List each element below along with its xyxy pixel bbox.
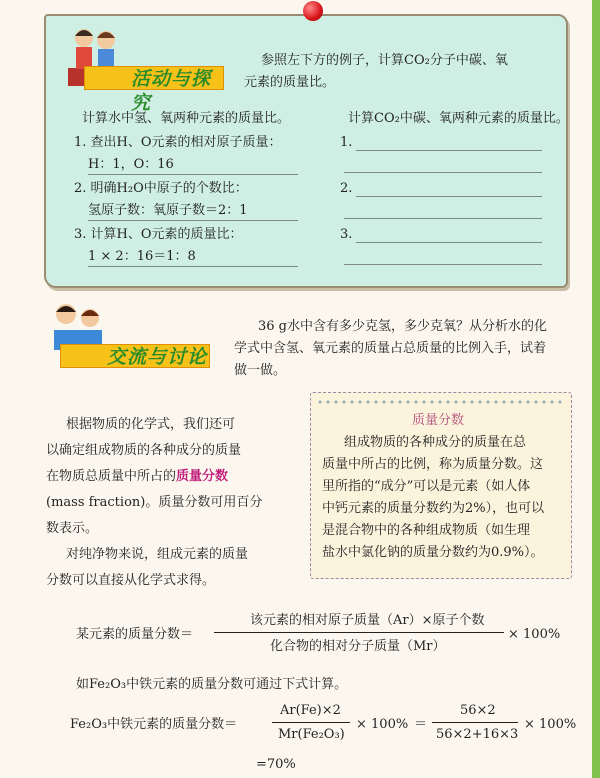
note-line1: 组成物质的各种成分的质量在总: [344, 435, 527, 450]
note-title: 质量分数: [412, 413, 465, 428]
formula-times100: × 100%: [508, 627, 561, 642]
fe-numerator2: 56×2: [460, 703, 496, 718]
fe-times100-2: × 100%: [524, 717, 577, 732]
fe-denominator1: Mr(Fe₂O₃): [278, 727, 345, 742]
note-dots: [316, 398, 564, 406]
page-edge-strip: [592, 0, 600, 778]
note-line3: 里所指的“成分”可以是元素（如人体: [322, 479, 531, 494]
formula-denominator: 化合物的相对分子质量（Mr）: [270, 639, 446, 654]
step3-value: 1 × 2：16＝1：8: [88, 248, 298, 267]
fe-equals: ＝: [414, 717, 428, 732]
discussion-line3: 做一做。: [234, 363, 287, 378]
left-header: 计算水中氢、氧两种元素的质量比。: [82, 111, 291, 126]
blank3-label: 3.: [340, 227, 353, 242]
blank3-line2[interactable]: [344, 264, 542, 265]
blank2-line2[interactable]: [344, 218, 542, 219]
note-line6: 盐水中氯化钠的质量分数约为0.9%）。: [322, 545, 544, 560]
fe-denominator2: 56×2+16×3: [436, 727, 519, 742]
activity-intro-line1: 参照左下方的例子，计算CO₂分子中碳、氧: [261, 53, 508, 68]
pushpin-icon: [303, 1, 323, 21]
blank2-label: 2.: [340, 181, 353, 196]
fe-numerator1: Ar(Fe)×2: [280, 703, 341, 718]
fe-fraction-bar2: [432, 722, 518, 723]
body-p1-line1: 根据物质的化学式，我们还可: [66, 417, 236, 432]
example-intro: 如Fe₂O₃中铁元素的质量分数可通过下式计算。: [76, 677, 348, 692]
discussion-line2: 学式中含氢、氧元素的质量占总质量的比例入手，试着: [234, 341, 547, 356]
fe-times100-1: × 100%: [356, 717, 409, 732]
body-p2-line2: 分数可以直接从化学式求得。: [46, 573, 216, 588]
body-p1-line2: 以确定组成物质的各种成分的质量: [46, 443, 242, 458]
formula-lhs: 某元素的质量分数＝: [76, 627, 194, 642]
formula-numerator: 该元素的相对原子质量（Ar）×原子个数: [250, 613, 485, 628]
body-p2-line1: 对纯净物来说，组成元素的质量: [66, 547, 249, 562]
note-line2: 质量中所占的比例，称为质量分数。这: [322, 457, 544, 472]
fe-formula-lhs: Fe₂O₃中铁元素的质量分数＝: [70, 717, 238, 732]
formula-fraction-bar: [214, 632, 504, 633]
step3-label: 3. 计算H、O元素的质量比：: [74, 227, 243, 242]
blank3-line[interactable]: [356, 242, 542, 243]
step1-value: H：1，O：16: [88, 156, 298, 175]
mass-fraction-term: 质量分数: [176, 469, 229, 484]
body-p1-line5: 数表示。: [46, 521, 99, 536]
blank1-label: 1.: [340, 135, 353, 150]
activity-intro-line2: 元素的质量比。: [244, 75, 336, 90]
note-line5: 是混合物中的各种组成物质（如生理: [322, 523, 531, 538]
blank2-line[interactable]: [356, 196, 542, 197]
fe-result: =70%: [256, 757, 296, 772]
body-p1-line3: [46, 468, 228, 486]
activity-title: 活动与探究: [84, 66, 224, 90]
body-p1-line4: (mass fraction)。质量分数可用百分: [46, 495, 263, 510]
body-p1-line3-text: 在物质总质量中所占的: [46, 469, 177, 484]
discussion-line1: 36 g水中含有多少克氢，多少克氧？从分析水的化: [258, 319, 547, 334]
fe-fraction-bar1: [272, 722, 350, 723]
note-line4: 中钙元素的质量分数约为2%），也可以: [322, 501, 545, 516]
right-header: 计算CO₂中碳、氧两种元素的质量比。: [348, 111, 569, 126]
blank1-line2[interactable]: [344, 172, 542, 173]
blank1-line[interactable]: [356, 150, 542, 151]
step1-label: 1. 查出H、O元素的相对原子质量：: [74, 135, 282, 150]
step2-label: 2. 明确H₂O中原子的个数比：: [74, 181, 248, 196]
step2-value: 氢原子数：氧原子数＝2：1: [88, 202, 298, 221]
discussion-title: 交流与讨论: [60, 344, 210, 368]
